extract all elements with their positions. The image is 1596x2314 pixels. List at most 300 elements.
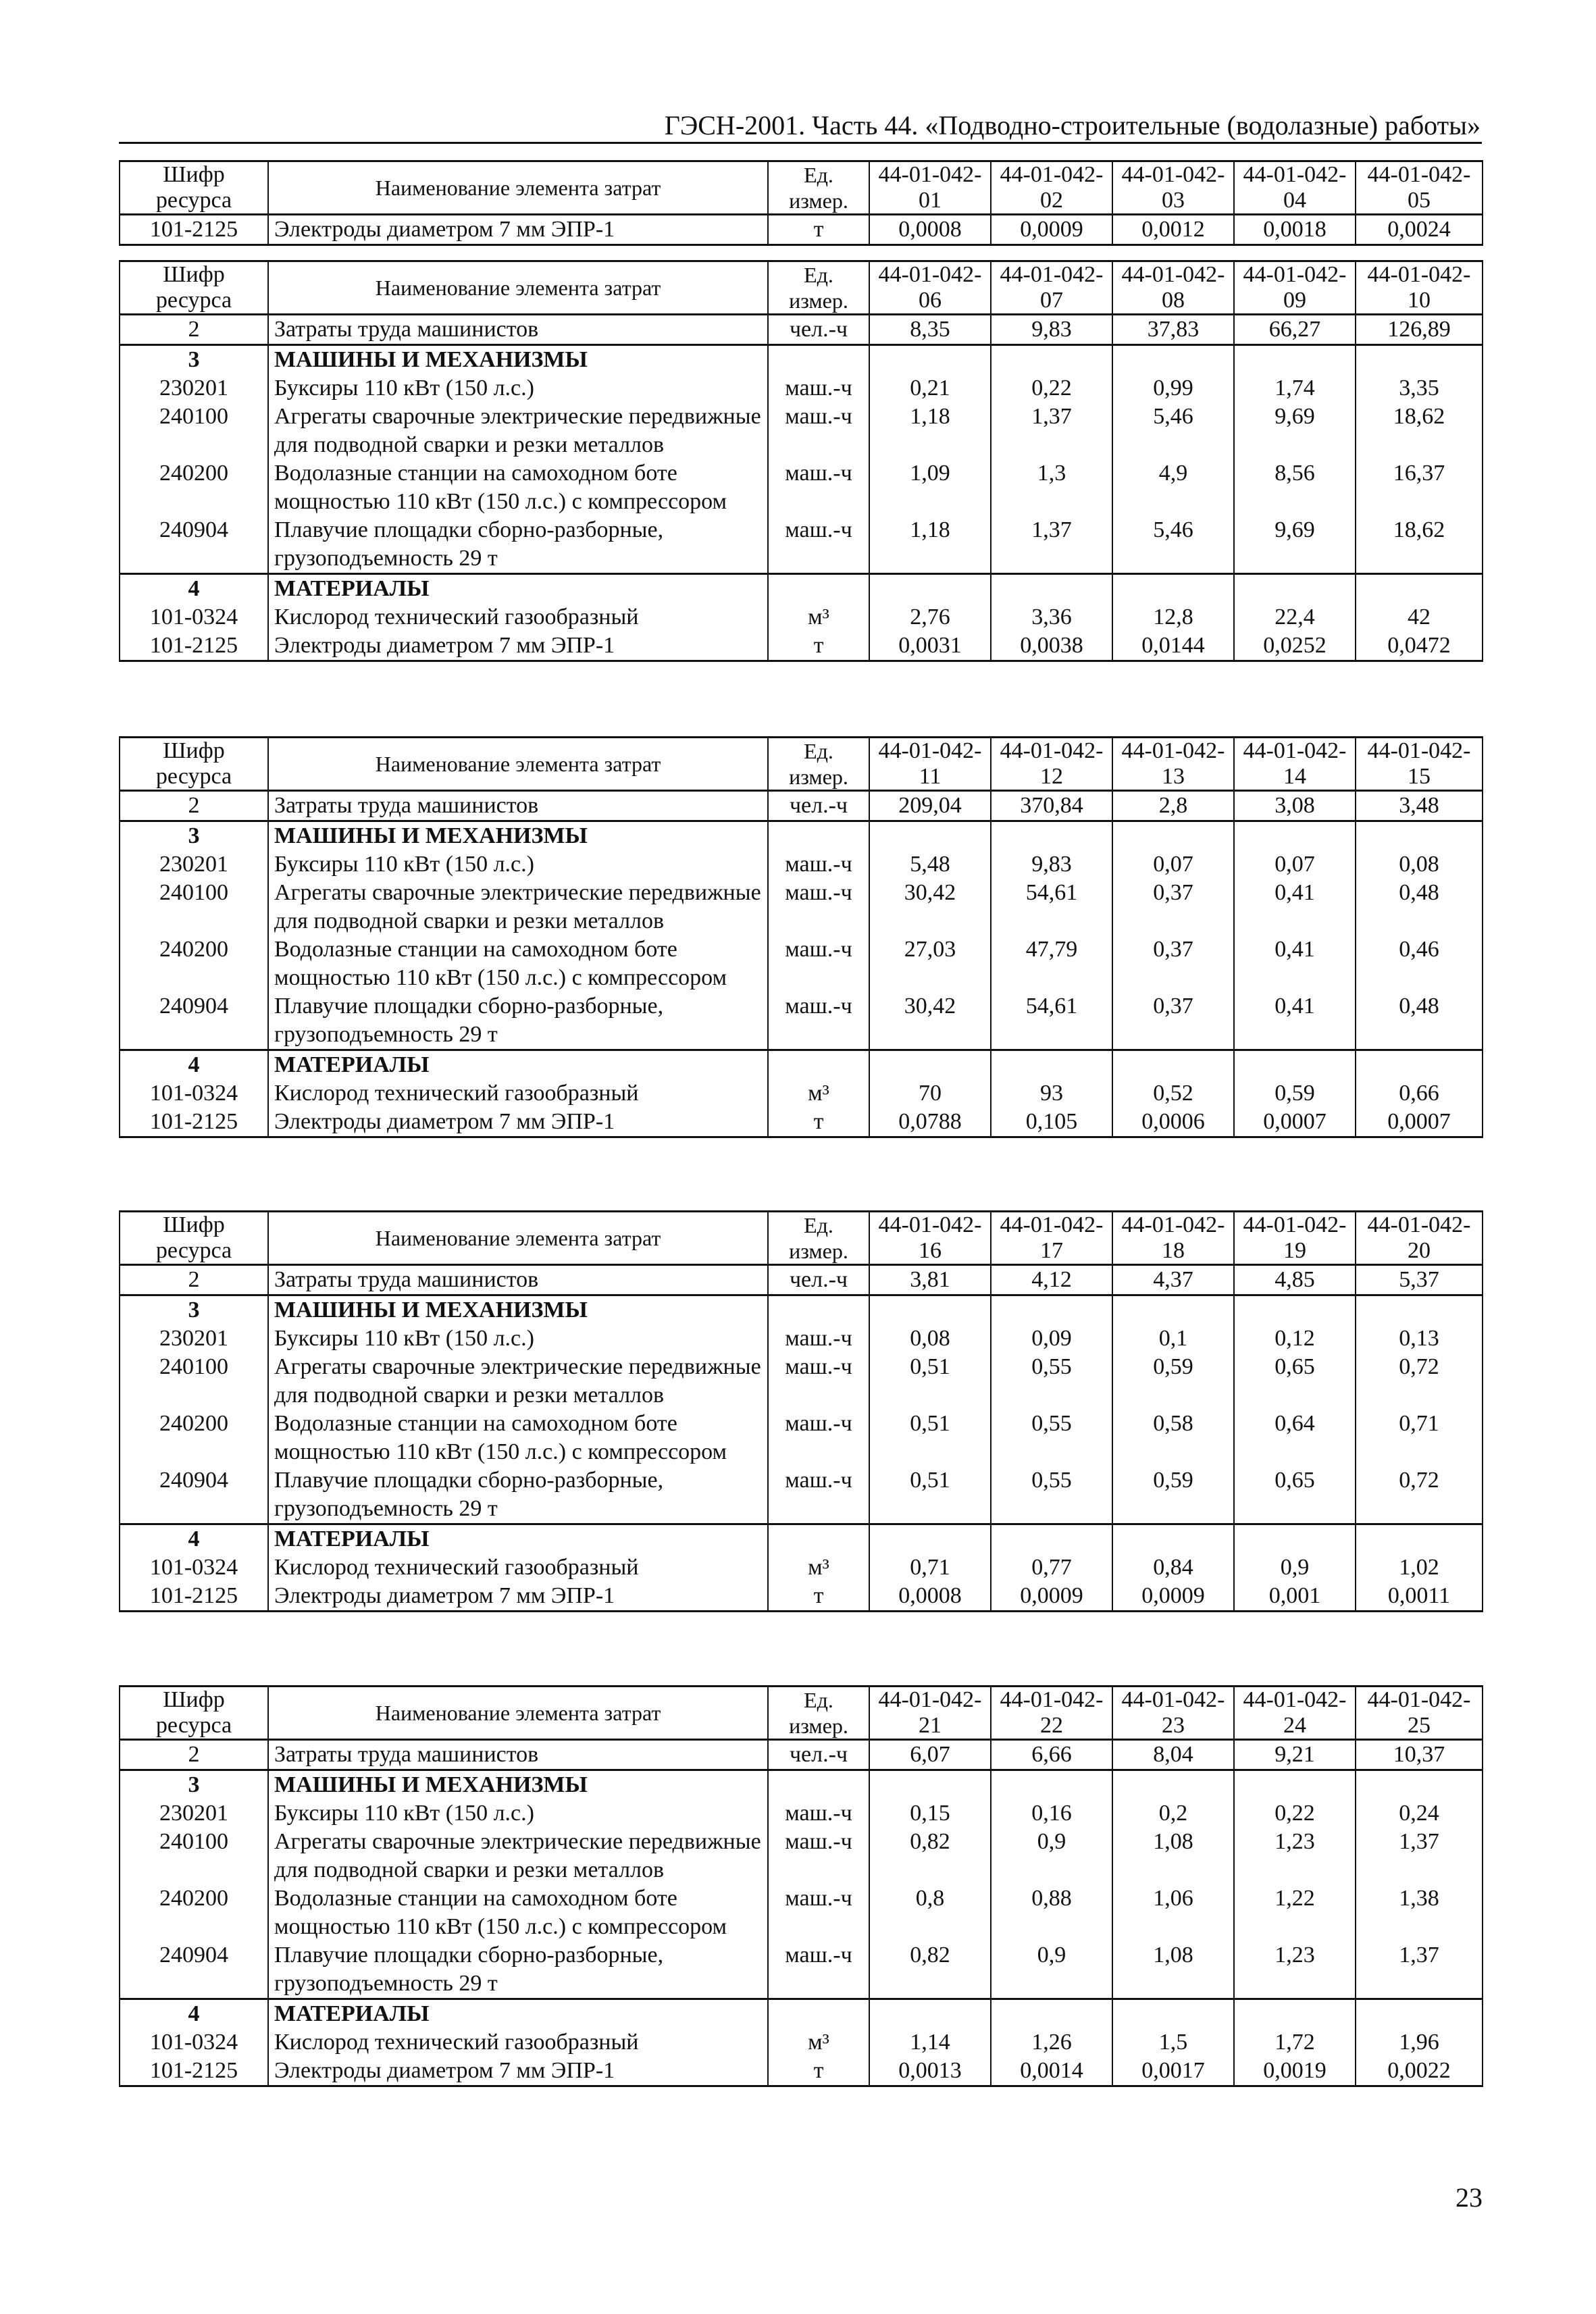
empty-cell (1356, 1524, 1483, 1554)
value-cell: 1,23 (1234, 1941, 1356, 1999)
resource-code: 240904 (120, 1941, 268, 1999)
value-cell: 0,77 (991, 1553, 1112, 1582)
header-code: Шифр ресурса (120, 161, 268, 215)
value-cell: 93 (991, 1079, 1112, 1108)
value-cell: 0,48 (1356, 879, 1483, 935)
resource-code: 101-2125 (120, 215, 268, 245)
value-cell: 0,52 (1112, 1079, 1234, 1108)
header-norm-code: 44-01-042-09 (1234, 261, 1356, 315)
value-cell: 0,08 (869, 1325, 991, 1353)
header-code: Шифр ресурса (120, 738, 268, 791)
resource-name: Электроды диаметром 7 мм ЭПР-1 (268, 632, 768, 661)
value-cell: 1,37 (991, 403, 1112, 459)
value-cell: 8,04 (1112, 1740, 1234, 1770)
value-cell: 0,72 (1356, 1353, 1483, 1410)
materials-section-row (120, 1524, 1483, 1554)
table-block-4 (119, 1210, 1483, 1612)
resource-code: 101-2125 (120, 2057, 268, 2086)
value-cell: 30,42 (869, 992, 991, 1050)
unit-cell: чел.-ч (768, 791, 869, 821)
value-cell: 0,0008 (869, 215, 991, 245)
value-cell: 0,0012 (1112, 215, 1234, 245)
value-cell: 4,85 (1234, 1265, 1356, 1295)
header-name: Наименование элемента затрат (268, 261, 768, 315)
value-cell: 47,79 (991, 935, 1112, 992)
page-header-title: ГЭСН-2001. Часть 44. «Подводно-строительные (водолазные) работы» (664, 110, 1481, 140)
value-cell: 0,58 (1112, 1410, 1234, 1466)
machine-row (120, 1884, 1483, 1941)
value-cell: 0,0007 (1234, 1108, 1356, 1137)
resource-name: Электроды диаметром 7 мм ЭПР-1 (268, 2057, 768, 2086)
table-header-row (120, 1212, 1483, 1265)
value-cell: 1,09 (869, 459, 991, 516)
value-cell: 18,62 (1356, 403, 1483, 459)
empty-cell (869, 345, 991, 375)
empty-cell (991, 1295, 1112, 1325)
value-cell: 1,37 (1356, 1828, 1483, 1884)
unit-cell: маш.-ч (768, 1325, 869, 1353)
machines-section-row (120, 345, 1483, 375)
header-name: Наименование элемента затрат (268, 738, 768, 791)
value-cell: 18,62 (1356, 516, 1483, 574)
header-code: Шифр ресурса (120, 1687, 268, 1740)
value-cell: 0,22 (991, 374, 1112, 403)
value-cell: 70 (869, 1079, 991, 1108)
resource-code: 240200 (120, 1884, 268, 1941)
value-cell: 0,0024 (1356, 215, 1483, 245)
unit-cell: т (768, 1582, 869, 1612)
resource-code: 2 (120, 1740, 268, 1770)
header-name: Наименование элемента затрат (268, 161, 768, 215)
value-cell: 0,0144 (1112, 632, 1234, 661)
value-cell: 1,23 (1234, 1828, 1356, 1884)
value-cell: 0,0022 (1356, 2057, 1483, 2086)
value-cell: 66,27 (1234, 315, 1356, 345)
value-cell: 0,48 (1356, 992, 1483, 1050)
empty-cell (1234, 1050, 1356, 1080)
value-cell: 0,37 (1112, 992, 1234, 1050)
unit-cell: маш.-ч (768, 850, 869, 879)
value-cell: 0,24 (1356, 1799, 1483, 1828)
resource-code: 2 (120, 791, 268, 821)
machines-section-row (120, 1770, 1483, 1800)
machine-row (120, 403, 1483, 459)
header-code: Шифр ресурса (120, 1212, 268, 1265)
resource-code: 240100 (120, 879, 268, 935)
value-cell: 0,0009 (991, 215, 1112, 245)
unit-cell: маш.-ч (768, 992, 869, 1050)
resource-code: 240100 (120, 403, 268, 459)
value-cell: 0,0018 (1234, 215, 1356, 245)
header-norm-code: 44-01-042-11 (869, 738, 991, 791)
resource-name: Кислород технический газообразный (268, 1079, 768, 1108)
header-unit: Ед. измер. (768, 1212, 869, 1265)
resource-code: 101-0324 (120, 603, 268, 632)
value-cell: 9,69 (1234, 516, 1356, 574)
resource-name: Водолазные станции на самоходном боте мощностью 110 кВт (150 л.с.) с компрессором (268, 935, 768, 992)
header-norm-code: 44-01-042-14 (1234, 738, 1356, 791)
value-cell: 3,35 (1356, 374, 1483, 403)
resource-code: 240100 (120, 1828, 268, 1884)
material-row (120, 632, 1483, 661)
machine-row (120, 1828, 1483, 1884)
value-cell: 0,0009 (1112, 1582, 1234, 1612)
resource-code: 2 (120, 315, 268, 345)
resource-name: Плавучие площадки сборно-разборные, грузоподъемность 29 т (268, 1466, 768, 1524)
value-cell: 3,48 (1356, 791, 1483, 821)
value-cell: 0,0014 (991, 2057, 1112, 2086)
material-row (120, 2028, 1483, 2057)
machine-row (120, 850, 1483, 879)
value-cell: 0,88 (991, 1884, 1112, 1941)
unit-cell: маш.-ч (768, 1884, 869, 1941)
value-cell: 126,89 (1356, 315, 1483, 345)
value-cell: 16,37 (1356, 459, 1483, 516)
unit-cell: т (768, 632, 869, 661)
page-number: 23 (1456, 2182, 1483, 2213)
empty-cell (869, 1770, 991, 1800)
resource-code: 230201 (120, 374, 268, 403)
empty-cell (1112, 821, 1234, 851)
machines-section-row (120, 1295, 1483, 1325)
value-cell: 1,02 (1356, 1553, 1483, 1582)
header-norm-code: 44-01-042-25 (1356, 1687, 1483, 1740)
value-cell: 0,0011 (1356, 1582, 1483, 1612)
value-cell: 0,37 (1112, 935, 1234, 992)
unit-cell: м³ (768, 1079, 869, 1108)
empty-cell (1112, 1050, 1234, 1080)
unit-cell: маш.-ч (768, 1410, 869, 1466)
header-norm-code: 44-01-042-16 (869, 1212, 991, 1265)
empty-cell (1234, 574, 1356, 604)
machine-row (120, 1941, 1483, 1999)
value-cell: 1,08 (1112, 1828, 1234, 1884)
section-title: МАШИНЫ И МЕХАНИЗМЫ (268, 1295, 768, 1325)
resource-name: Затраты труда машинистов (268, 1265, 768, 1295)
resource-name: Агрегаты сварочные электрические передвижные для подводной сварки и резки металлов (268, 1353, 768, 1410)
resource-code: 101-0324 (120, 1553, 268, 1582)
empty-cell (869, 1999, 991, 2029)
value-cell: 12,8 (1112, 603, 1234, 632)
materials-section-row (120, 1999, 1483, 2029)
unit-cell: м³ (768, 2028, 869, 2057)
value-cell: 4,9 (1112, 459, 1234, 516)
value-cell: 0,71 (869, 1553, 991, 1582)
resource-code: 230201 (120, 850, 268, 879)
empty-cell (1356, 1295, 1483, 1325)
value-cell: 0,51 (869, 1410, 991, 1466)
header-norm-code: 44-01-042-06 (869, 261, 991, 315)
value-cell: 1,96 (1356, 2028, 1483, 2057)
section-title: МАШИНЫ И МЕХАНИЗМЫ (268, 345, 768, 375)
material-row (120, 1582, 1483, 1612)
resource-name: Агрегаты сварочные электрические передвижные для подводной сварки и резки металлов (268, 403, 768, 459)
table-header-row (120, 261, 1483, 315)
section-title: МАТЕРИАЛЫ (268, 574, 768, 604)
section-title: МАШИНЫ И МЕХАНИЗМЫ (268, 821, 768, 851)
header-unit: Ед. измер. (768, 261, 869, 315)
value-cell: 0,0788 (869, 1108, 991, 1137)
resource-name: Затраты труда машинистов (268, 1740, 768, 1770)
section-title: МАШИНЫ И МЕХАНИЗМЫ (268, 1770, 768, 1800)
resource-code: 101-2125 (120, 632, 268, 661)
header-norm-code: 44-01-042-02 (991, 161, 1112, 215)
value-cell: 0,9 (1234, 1553, 1356, 1582)
resource-code: 101-0324 (120, 1079, 268, 1108)
machine-row (120, 459, 1483, 516)
value-cell: 3,08 (1234, 791, 1356, 821)
table-block-5 (119, 1685, 1483, 2087)
empty-cell (869, 1524, 991, 1554)
value-cell: 0,0031 (869, 632, 991, 661)
value-cell: 0,0019 (1234, 2057, 1356, 2086)
resource-name: Электроды диаметром 7 мм ЭПР-1 (268, 215, 768, 245)
empty-cell (1234, 821, 1356, 851)
empty-cell (1112, 1770, 1234, 1800)
value-cell: 0,0252 (1234, 632, 1356, 661)
value-cell: 0,09 (991, 1325, 1112, 1353)
value-cell: 8,35 (869, 315, 991, 345)
value-cell: 9,69 (1234, 403, 1356, 459)
header-norm-code: 44-01-042-08 (1112, 261, 1234, 315)
value-cell: 9,21 (1234, 1740, 1356, 1770)
value-cell: 22,4 (1234, 603, 1356, 632)
value-cell: 0,15 (869, 1799, 991, 1828)
value-cell: 1,18 (869, 403, 991, 459)
unit-cell: маш.-ч (768, 1353, 869, 1410)
section-code: 3 (120, 1770, 268, 1800)
header-norm-code: 44-01-042-23 (1112, 1687, 1234, 1740)
empty-cell (991, 574, 1112, 604)
resource-code: 101-2125 (120, 1108, 268, 1137)
unit-cell: маш.-ч (768, 1466, 869, 1524)
value-cell: 0,51 (869, 1466, 991, 1524)
resource-name: Плавучие площадки сборно-разборные, грузоподъемность 29 т (268, 516, 768, 574)
unit-cell: маш.-ч (768, 516, 869, 574)
value-cell: 9,83 (991, 315, 1112, 345)
labor-row (120, 1265, 1483, 1295)
empty-cell (768, 1295, 869, 1325)
value-cell: 0,37 (1112, 879, 1234, 935)
resource-name: Водолазные станции на самоходном боте мощностью 110 кВт (150 л.с.) с компрессором (268, 1884, 768, 1941)
unit-cell: маш.-ч (768, 1828, 869, 1884)
empty-cell (1356, 574, 1483, 604)
unit-cell: чел.-ч (768, 1740, 869, 1770)
value-cell: 0,66 (1356, 1079, 1483, 1108)
material-row (120, 1553, 1483, 1582)
labor-row (120, 1740, 1483, 1770)
value-cell: 4,12 (991, 1265, 1112, 1295)
value-cell: 2,76 (869, 603, 991, 632)
section-code: 3 (120, 345, 268, 375)
empty-cell (991, 1050, 1112, 1080)
value-cell: 0,59 (1234, 1079, 1356, 1108)
section-title: МАТЕРИАЛЫ (268, 1050, 768, 1080)
value-cell: 0,64 (1234, 1410, 1356, 1466)
value-cell: 0,55 (991, 1466, 1112, 1524)
material-row (120, 1108, 1483, 1137)
value-cell: 0,65 (1234, 1466, 1356, 1524)
empty-cell (768, 821, 869, 851)
value-cell: 4,37 (1112, 1265, 1234, 1295)
empty-cell (1112, 1999, 1234, 2029)
value-cell: 6,07 (869, 1740, 991, 1770)
value-cell: 0,0472 (1356, 632, 1483, 661)
value-cell: 0,13 (1356, 1325, 1483, 1353)
table-row (120, 215, 1483, 245)
resource-code: 240200 (120, 935, 268, 992)
machine-row (120, 1353, 1483, 1410)
value-cell: 0,41 (1234, 992, 1356, 1050)
unit-cell: маш.-ч (768, 403, 869, 459)
materials-section-row (120, 1050, 1483, 1080)
value-cell: 0,9 (991, 1941, 1112, 1999)
unit-cell: чел.-ч (768, 315, 869, 345)
value-cell: 370,84 (991, 791, 1112, 821)
value-cell: 0,0006 (1112, 1108, 1234, 1137)
value-cell: 0,99 (1112, 374, 1234, 403)
unit-cell: т (768, 215, 869, 245)
header-unit: Ед. измер. (768, 738, 869, 791)
unit-cell: маш.-ч (768, 1799, 869, 1828)
value-cell: 0,46 (1356, 935, 1483, 992)
value-cell: 0,0017 (1112, 2057, 1234, 2086)
value-cell: 0,71 (1356, 1410, 1483, 1466)
resource-code: 240100 (120, 1353, 268, 1410)
empty-cell (991, 1770, 1112, 1800)
value-cell: 0,2 (1112, 1799, 1234, 1828)
resource-code: 240904 (120, 516, 268, 574)
value-cell: 37,83 (1112, 315, 1234, 345)
resource-name: Кислород технический газообразный (268, 2028, 768, 2057)
value-cell: 0,105 (991, 1108, 1112, 1137)
machine-row (120, 935, 1483, 992)
value-cell: 0,59 (1112, 1353, 1234, 1410)
machine-row (120, 879, 1483, 935)
resource-code: 230201 (120, 1799, 268, 1828)
empty-cell (869, 1050, 991, 1080)
resource-name: Водолазные станции на самоходном боте мощностью 110 кВт (150 л.с.) с компрессором (268, 459, 768, 516)
header-norm-code: 44-01-042-17 (991, 1212, 1112, 1265)
header-norm-code: 44-01-042-04 (1234, 161, 1356, 215)
material-row (120, 1079, 1483, 1108)
empty-cell (991, 1999, 1112, 2029)
materials-section-row (120, 574, 1483, 604)
value-cell: 10,37 (1356, 1740, 1483, 1770)
header-norm-code: 44-01-042-18 (1112, 1212, 1234, 1265)
resource-name: Кислород технический газообразный (268, 603, 768, 632)
value-cell: 54,61 (991, 879, 1112, 935)
resource-code: 230201 (120, 1325, 268, 1353)
machine-row (120, 1325, 1483, 1353)
resource-name: Затраты труда машинистов (268, 315, 768, 345)
empty-cell (768, 574, 869, 604)
empty-cell (1234, 1999, 1356, 2029)
resource-name: Плавучие площадки сборно-разборные, грузоподъемность 29 т (268, 992, 768, 1050)
value-cell: 1,3 (991, 459, 1112, 516)
empty-cell (1234, 1524, 1356, 1554)
value-cell: 42 (1356, 603, 1483, 632)
empty-cell (1356, 1999, 1483, 2029)
value-cell: 8,56 (1234, 459, 1356, 516)
machine-row (120, 1799, 1483, 1828)
value-cell: 0,65 (1234, 1353, 1356, 1410)
value-cell: 1,26 (991, 2028, 1112, 2057)
value-cell: 5,37 (1356, 1265, 1483, 1295)
unit-cell: м³ (768, 603, 869, 632)
resource-name: Кислород технический газообразный (268, 1553, 768, 1582)
value-cell: 5,46 (1112, 403, 1234, 459)
value-cell: 1,38 (1356, 1884, 1483, 1941)
value-cell: 9,83 (991, 850, 1112, 879)
section-title: МАТЕРИАЛЫ (268, 1999, 768, 2029)
empty-cell (1112, 1524, 1234, 1554)
value-cell: 5,48 (869, 850, 991, 879)
value-cell: 0,12 (1234, 1325, 1356, 1353)
empty-cell (768, 1770, 869, 1800)
resource-name: Буксиры 110 кВт (150 л.с.) (268, 1325, 768, 1353)
value-cell: 27,03 (869, 935, 991, 992)
resource-name: Буксиры 110 кВт (150 л.с.) (268, 850, 768, 879)
value-cell: 1,74 (1234, 374, 1356, 403)
value-cell: 6,66 (991, 1740, 1112, 1770)
value-cell: 0,07 (1112, 850, 1234, 879)
value-cell: 0,21 (869, 374, 991, 403)
value-cell: 5,46 (1112, 516, 1234, 574)
resource-code: 240200 (120, 1410, 268, 1466)
header-norm-code: 44-01-042-10 (1356, 261, 1483, 315)
material-row (120, 2057, 1483, 2086)
empty-cell (768, 1524, 869, 1554)
unit-cell: маш.-ч (768, 935, 869, 992)
header-name: Наименование элемента затрат (268, 1212, 768, 1265)
empty-cell (1112, 1295, 1234, 1325)
table-header-row (120, 1687, 1483, 1740)
resource-name: Затраты труда машинистов (268, 791, 768, 821)
section-code: 3 (120, 821, 268, 851)
resource-name: Буксиры 110 кВт (150 л.с.) (268, 1799, 768, 1828)
header-rule (119, 142, 1482, 144)
unit-cell: чел.-ч (768, 1265, 869, 1295)
table-block-1 (119, 160, 1483, 246)
table-block-2 (119, 260, 1483, 662)
section-code: 3 (120, 1295, 268, 1325)
empty-cell (869, 1295, 991, 1325)
value-cell: 1,08 (1112, 1941, 1234, 1999)
value-cell: 0,0009 (991, 1582, 1112, 1612)
header-norm-code: 44-01-042-15 (1356, 738, 1483, 791)
value-cell: 54,61 (991, 992, 1112, 1050)
value-cell: 3,36 (991, 603, 1112, 632)
header-norm-code: 44-01-042-20 (1356, 1212, 1483, 1265)
value-cell: 0,8 (869, 1884, 991, 1941)
resource-name: Агрегаты сварочные электрические передвижные для подводной сварки и резки металлов (268, 879, 768, 935)
resource-name: Агрегаты сварочные электрические передвижные для подводной сварки и резки металлов (268, 1828, 768, 1884)
resource-code: 101-0324 (120, 2028, 268, 2057)
section-title: МАТЕРИАЛЫ (268, 1524, 768, 1554)
resource-name: Водолазные станции на самоходном боте мощностью 110 кВт (150 л.с.) с компрессором (268, 1410, 768, 1466)
resource-code: 240904 (120, 1466, 268, 1524)
header-norm-code: 44-01-042-19 (1234, 1212, 1356, 1265)
table-header-row (120, 738, 1483, 791)
material-row (120, 603, 1483, 632)
unit-cell: маш.-ч (768, 879, 869, 935)
value-cell: 0,82 (869, 1828, 991, 1884)
value-cell: 1,14 (869, 2028, 991, 2057)
empty-cell (768, 345, 869, 375)
empty-cell (1112, 345, 1234, 375)
value-cell: 0,51 (869, 1353, 991, 1410)
